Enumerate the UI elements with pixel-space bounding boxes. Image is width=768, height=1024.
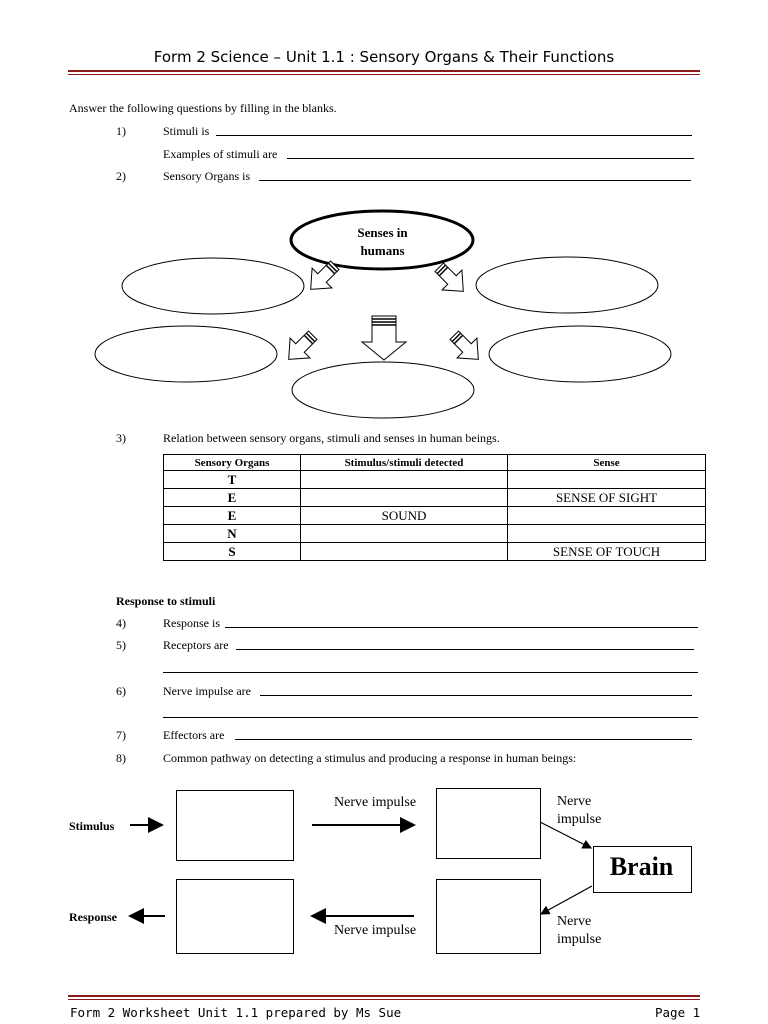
q7-number: 7) <box>116 728 126 742</box>
organ-cell: S <box>164 543 301 561</box>
stimulus-cell: SOUND <box>301 507 508 525</box>
col-header-stimulus: Stimulus/stimuli detected <box>301 455 508 471</box>
stimulus-label: Stimulus <box>69 819 115 833</box>
organ-cell: T <box>164 471 301 489</box>
organ-cell: E <box>164 507 301 525</box>
q4-label: Response is <box>163 616 220 630</box>
footer-rule-top <box>68 995 700 997</box>
nerve-impulse-label-top: Nerve impulse <box>334 795 417 810</box>
from-brain-arrow <box>541 886 592 914</box>
sense-cell: SENSE OF SIGHT <box>508 489 706 507</box>
sense-cell: SENSE OF TOUCH <box>508 543 706 561</box>
page-title: Form 2 Science – Unit 1.1 : Sensory Organs & Their Functions <box>153 48 615 66</box>
q4-number: 4) <box>116 616 126 630</box>
q5-number: 5) <box>116 638 126 652</box>
q6-number: 6) <box>116 684 126 698</box>
page-number: Page 1 <box>655 1005 701 1020</box>
organ-cell: E <box>164 489 301 507</box>
q2-label: Sensory Organs is <box>163 169 251 183</box>
q8-label: Common pathway on detecting a stimulus and producing a response in human beings: <box>163 751 577 765</box>
q5-label: Receptors are <box>163 638 229 652</box>
q1-examples-label: Examples of stimuli are <box>163 147 278 161</box>
q7-label: Effectors are <box>163 728 225 742</box>
col-header-sense: Sense <box>508 455 706 471</box>
instructions: Answer the following questions by filling in the blanks. <box>69 101 337 115</box>
q3-number: 3) <box>116 431 126 445</box>
response-label: Response <box>69 910 118 924</box>
nerve-impulse-label-bottom: Nerve impulse <box>334 923 417 938</box>
q1-label: Stimuli is <box>163 124 210 138</box>
q1-number: 1) <box>116 124 126 138</box>
organ-cell: N <box>164 525 301 543</box>
nerve-impulse-label-right-bottom: Nerve impulse <box>557 914 602 947</box>
footer-rule-bottom <box>68 999 700 1000</box>
brain-label: Brain <box>609 852 674 881</box>
col-header-organs: Sensory Organs <box>164 455 301 471</box>
senses-center-label: Senses in humans <box>357 225 408 258</box>
footer-credit: Form 2 Worksheet Unit 1.1 prepared by Ms Sue <box>70 1005 402 1020</box>
q3-label: Relation between sensory organs, stimuli and senses in human beings. <box>163 431 500 445</box>
nerve-impulse-label-right-top: Nerve impulse <box>557 794 602 827</box>
q6-label: Nerve impulse are <box>163 684 251 698</box>
q2-number: 2) <box>116 169 126 183</box>
q8-number: 8) <box>116 751 126 765</box>
response-heading: Response to stimuli <box>116 594 216 608</box>
